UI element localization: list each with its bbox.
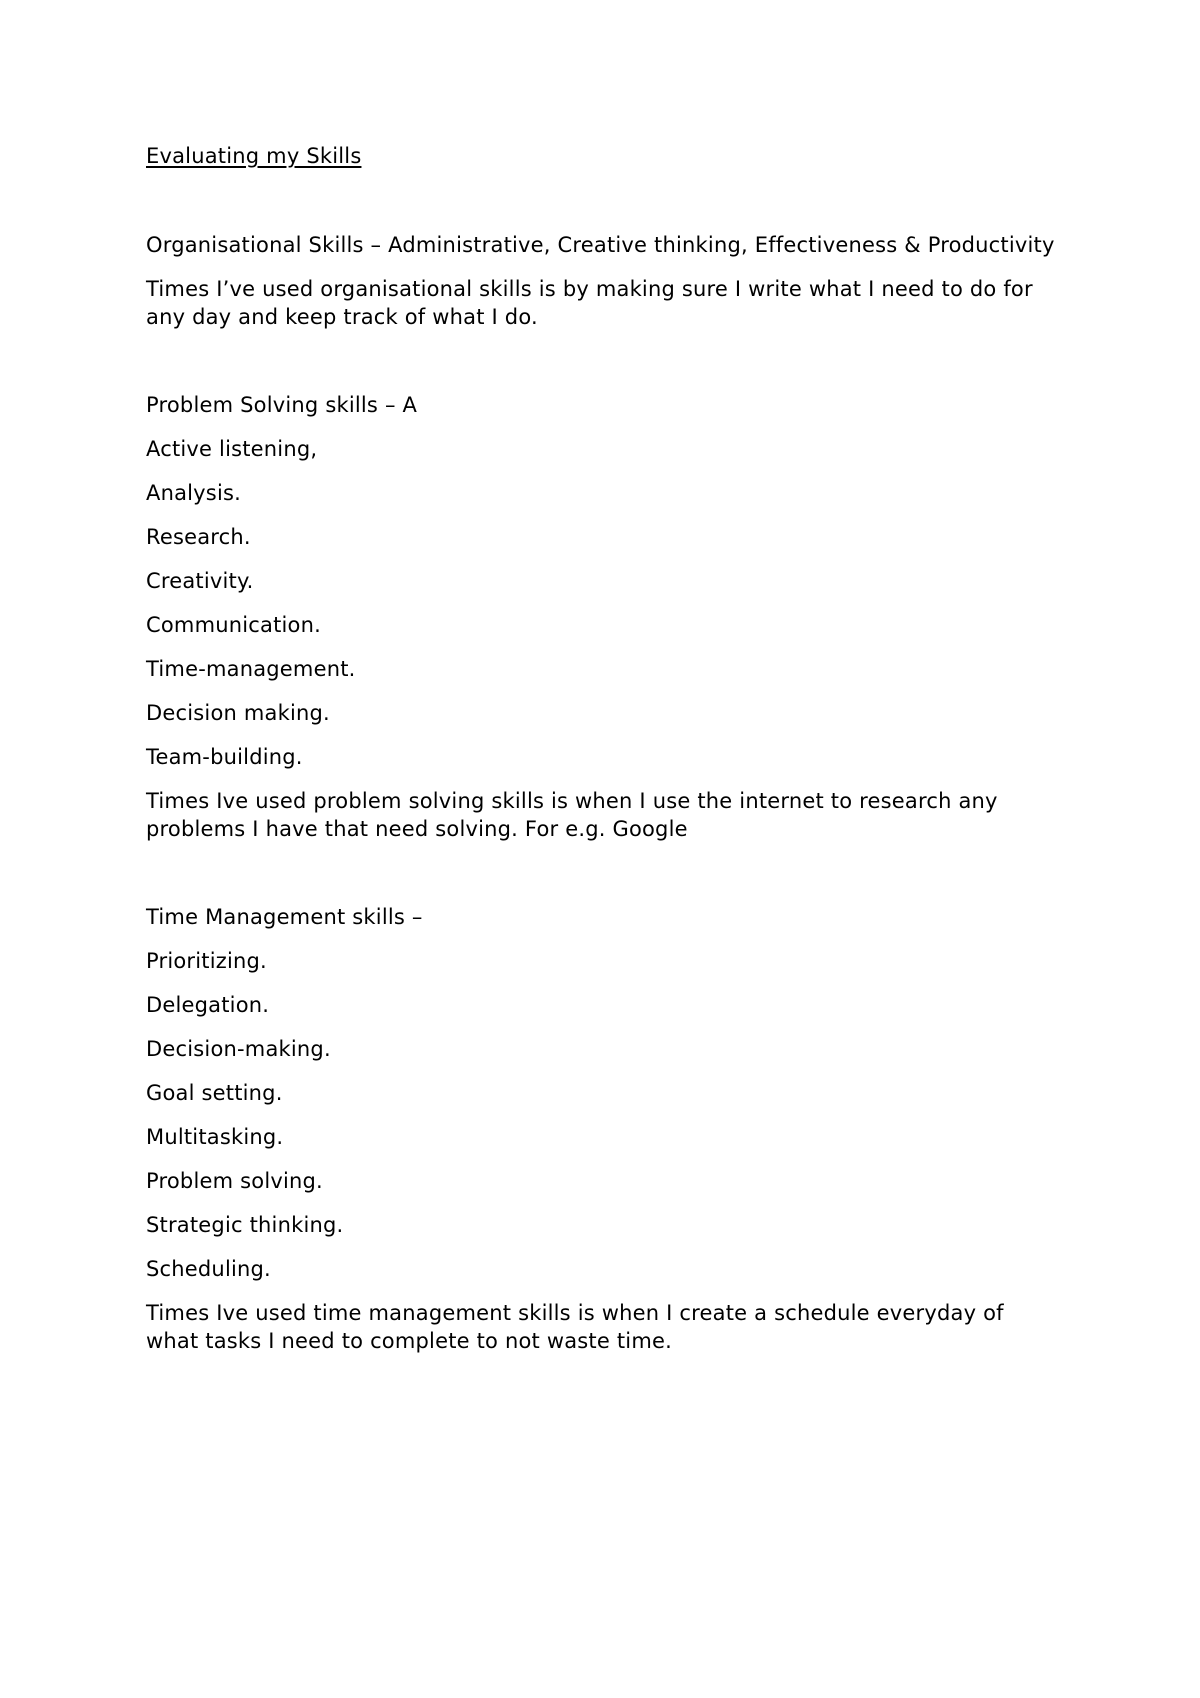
list-item: Strategic thinking. <box>146 1213 344 1237</box>
list-item: Scheduling. <box>146 1257 271 1281</box>
time-management-list <box>146 947 1056 1283</box>
organisational-skills-heading: Organisational Skills – Administrative, Creative thinking, Effectiveness & Productivity <box>146 233 1055 257</box>
list-item: Research. <box>146 525 251 549</box>
document-body <box>146 142 1056 1371</box>
list-item: Delegation. <box>146 993 270 1017</box>
list-item: Prioritizing. <box>146 949 267 973</box>
list-item: Communication. <box>146 613 321 637</box>
list-item: Multitasking. <box>146 1125 284 1149</box>
list-item: Time-management. <box>146 657 356 681</box>
list-item: Goal setting. <box>146 1081 283 1105</box>
list-item: Decision-making. <box>146 1037 331 1061</box>
problem-solving-list <box>146 435 1056 771</box>
list-item: Decision making. <box>146 701 330 725</box>
list-item: Analysis. <box>146 481 241 505</box>
list-item: Team-building. <box>146 745 303 769</box>
problem-solving-heading: Problem Solving skills – A <box>146 393 418 417</box>
list-item: Problem solving. <box>146 1169 323 1193</box>
problem-solving-example: Times Ive used problem solving skills is when I use the internet to research any problems I have that need solving. For e.g. Google <box>146 789 998 841</box>
list-item: Active listening, <box>146 437 318 461</box>
time-management-example: Times Ive used time management skills is when I create a schedule everyday of what tasks I need to complete to not waste time. <box>146 1301 1004 1353</box>
document-title: Evaluating my Skills <box>146 144 362 168</box>
time-management-heading: Time Management skills – <box>146 905 423 929</box>
organisational-skills-example: Times I’ve used organisational skills is by making sure I write what I need to do for any day and keep track of what I do. <box>146 277 1033 329</box>
list-item: Creativity. <box>146 569 254 593</box>
